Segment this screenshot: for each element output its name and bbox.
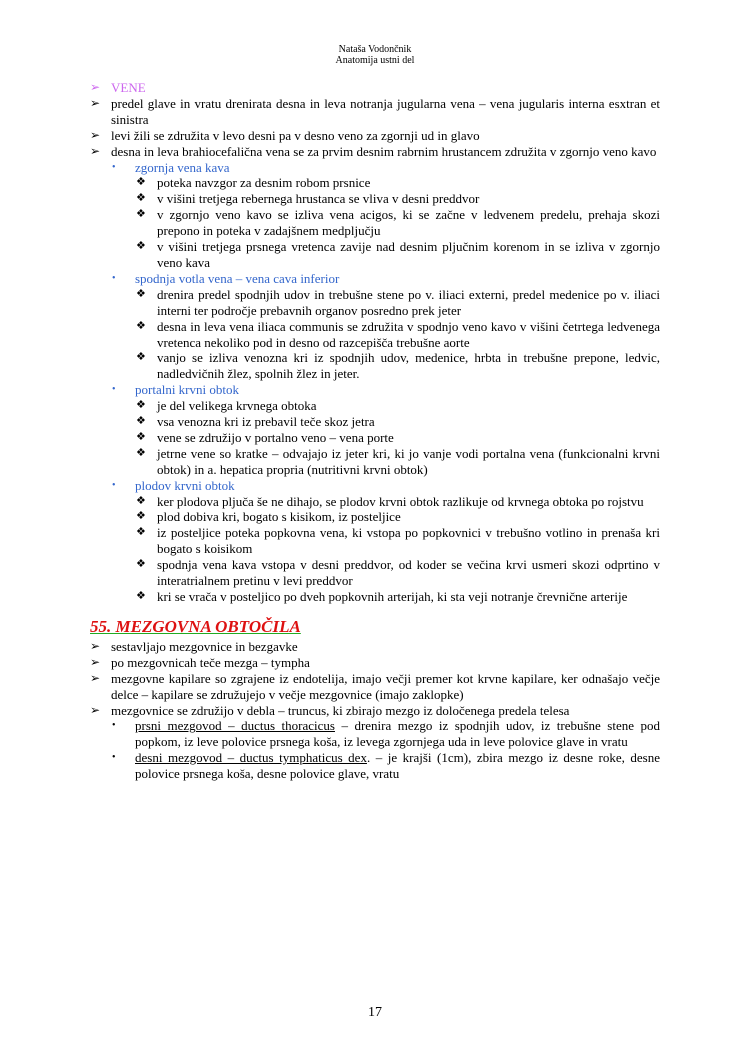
subsection-title: • plodov krvni obtok <box>112 477 235 493</box>
header-author: Nataša Vodončnik <box>338 44 412 55</box>
list-item: • desni mezgovod – ductus tymphaticus dex. – je krajši (1cm), zbira mezgo iz desne roke, desne polovice prsnega koša, desne polovice glave, vratu <box>112 750 660 782</box>
diamond-icon: ❖ <box>136 399 146 412</box>
diamond-icon: ❖ <box>136 208 146 221</box>
list-item: ❖ kri se vrača v posteljico po dveh popkovnih arterijah, ki sta veji notranje črevnične arterije <box>136 589 628 604</box>
list-item: ❖ v zgornjo veno kavo se izliva vena acigos, ki se začne v ledvenem predelu, prehaja skozi prepono in poteka v zadajšnem medpljučju <box>136 207 660 239</box>
page-content <box>90 80 660 782</box>
bullet-icon: • <box>112 720 116 732</box>
bullet-icon: • <box>112 161 116 173</box>
arrow-icon: ➢ <box>90 702 101 717</box>
diamond-icon: ❖ <box>136 558 146 571</box>
diamond-icon: ❖ <box>136 192 146 205</box>
diamond-icon: ❖ <box>136 351 146 364</box>
list-item: ❖ je del velikega krvnega obtoka <box>136 398 317 414</box>
diamond-icon: ❖ <box>136 590 146 602</box>
list-item: ❖ ker plodova pljuča še ne dihajo, se plodov krvni obtok razlikuje od krvnega obtoka po rojstvu <box>136 493 644 509</box>
list-item: ❖ v višini tretjega rebernega hrustanca se vliva v desni preddvor <box>136 191 480 207</box>
subsection-title: • portalni krvni obtok <box>112 382 239 398</box>
list-item: ❖ vene se združijo v portalno veno – vena porte <box>136 429 394 445</box>
term-ductus-thoracicus: prsni mezgovod – ductus thoracicus <box>135 718 335 734</box>
section-heading-mezgovna: 55. MEZGOVNA OBTOČILA <box>90 616 301 636</box>
list-item: ❖ poteka navzgor za desnim robom prsnice <box>136 175 371 191</box>
diamond-icon: ❖ <box>136 319 146 332</box>
diamond-icon: ❖ <box>136 415 146 428</box>
arrow-icon: ➢ <box>90 670 101 685</box>
page-header <box>0 44 750 66</box>
header-subtitle: Anatomija ustni del <box>335 55 415 66</box>
diamond-icon: ❖ <box>136 526 146 539</box>
diamond-icon: ❖ <box>136 176 146 189</box>
arrow-icon: ➢ <box>90 80 101 94</box>
list-item: ❖ vsa venozna kri iz prebavil teče skoz jetra <box>136 414 375 430</box>
page-number: 17 <box>368 1005 382 1020</box>
list-item: ❖ jetrne vene so kratke – odvajajo iz jeter kri, ki jo vanje vodi portalna vena (funkcionalni krvni obtok) in a. hepatica propria (nutritivni krvni obtok) <box>136 445 660 477</box>
diamond-icon: ❖ <box>136 287 146 300</box>
list-item: ➢ po mezgovnicah teče mezga – tympha <box>90 654 310 670</box>
subsection-title: • zgornja vena kava <box>112 159 230 175</box>
bullet-icon: • <box>112 384 116 396</box>
list-item: ❖ vanjo se izliva venozna kri iz spodnjih udov, medenice, hrbta in trebušne prepone, ledvic, nadledvičnih žlez, spolnih žlez in jeter. <box>136 350 660 382</box>
diamond-icon: ❖ <box>136 494 146 507</box>
list-item: ➢ predel glave in vratu drenirata desna in leva notranja jugularna vena – vena jugularis interna esxtran et sinistra <box>90 95 660 127</box>
list-item: • prsni mezgovod – ductus thoracicus – drenira mezgo iz spodnjih udov, iz trebušne stene pod popkom, iz leve polovice prsnega koša, iz levega zgornjega uda in leve polovice glave in vratu <box>112 718 660 750</box>
diamond-icon: ❖ <box>136 430 146 443</box>
diamond-icon: ❖ <box>136 240 146 253</box>
list-item: ➢ sestavljajo mezgovnice in bezgavke <box>90 638 298 654</box>
list-item: ➢ mezgovnice se združijo v debla – truncus, ki zbirajo mezgo iz določenega predela telesa <box>90 702 570 718</box>
arrow-icon: ➢ <box>90 143 101 158</box>
arrow-icon: ➢ <box>90 654 101 669</box>
arrow-icon: ➢ <box>90 127 101 142</box>
bullet-icon: • <box>112 272 116 284</box>
list-item: ➢ levi žili se združita v levo desni pa v desno veno za zgornji ud in glavo <box>90 127 480 143</box>
list-item: ❖ plod dobiva kri, bogato s kisikom, iz posteljice <box>136 509 401 525</box>
list-item: ❖ iz posteljice poteka popkovna vena, ki vstopa po popkovnici v trebušno votlino in prenaša kri bogato s koisikom <box>136 525 660 557</box>
list-item: ❖ spodnja vena kava vstopa v desni preddvor, od koder se večina krvi usmeri skozi odprtino v interatrialnem pretinu v levi preddvor <box>136 557 660 589</box>
section-title-vene: ➢ VENE <box>90 80 146 95</box>
term-ductus-tymphaticus: desni mezgovod – ductus tymphaticus dex <box>135 750 367 766</box>
arrow-icon: ➢ <box>90 95 101 110</box>
subsection-title: • spodnja votla vena – vena cava inferior <box>112 270 340 286</box>
list-item: ❖ desna in leva vena iliaca communis se združita v spodnjo veno kavo v višini četrtega ledvenega vretenca nekoliko pod in desno od razcepišča trebušne aorte <box>136 318 660 350</box>
list-item: ➢ desna in leva brahiocefalična vena se za prvim desnim rabrnim hrustancem združita v zgornjo veno kavo <box>90 143 657 159</box>
bullet-icon: • <box>112 479 116 491</box>
list-item: ➢ mezgovne kapilare so zgrajene iz endotelija, imajo večji premer kot krvne kapilare, ker odnašajo večje delce – kapilare se združujejo v večje mezgovnice (imajo zaklopke) <box>90 670 660 702</box>
diamond-icon: ❖ <box>136 446 146 459</box>
list-item: ❖ drenira predel spodnjih udov in trebušne stene po v. iliaci externi, predel medenice po v. iliaci interni ter področje prebavnih organov posredno prek jeter <box>136 286 660 318</box>
diamond-icon: ❖ <box>136 510 146 523</box>
list-item: ❖ v višini tretjega prsnega vretenca zavije nad desnim pljučnim korenom in se izliva v zgornjo veno kava <box>136 239 660 270</box>
bullet-icon: • <box>112 752 116 764</box>
arrow-icon: ➢ <box>90 638 101 653</box>
